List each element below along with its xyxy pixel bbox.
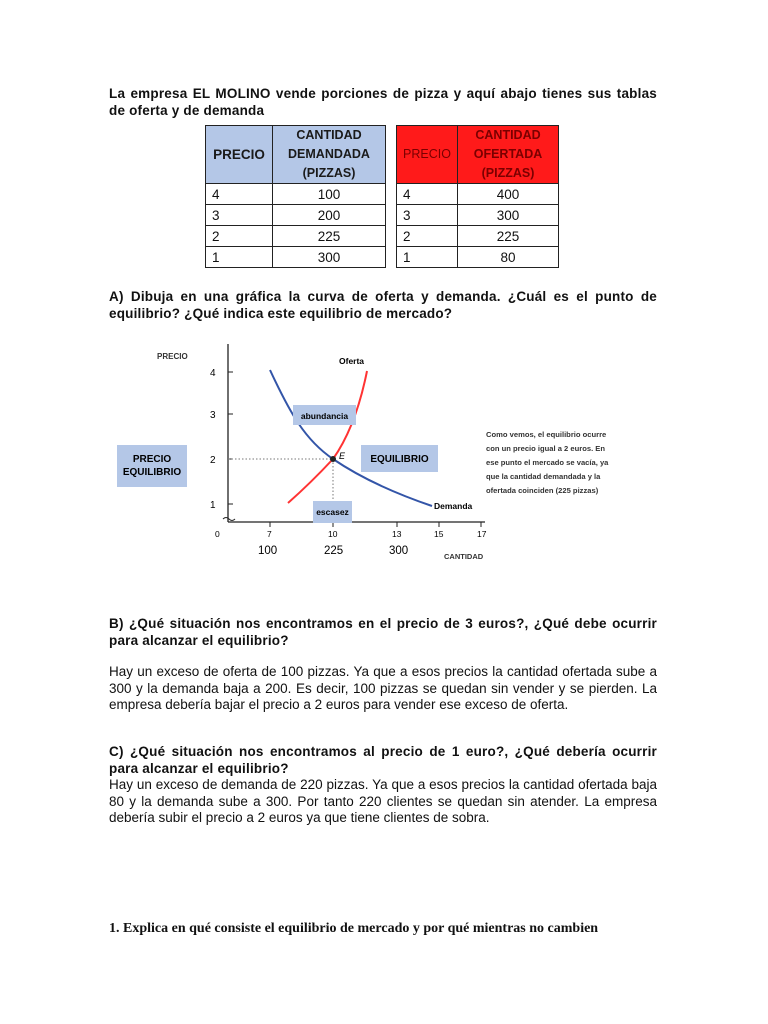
table-cell: 400 (458, 184, 559, 205)
y-axis-label: PRECIO (157, 352, 188, 361)
supply-demand-chart (100, 338, 609, 570)
table-cell: 3 (206, 205, 273, 226)
equilibrium-point (330, 456, 336, 462)
demand-curve (270, 370, 432, 506)
answer-c: Hay un exceso de demanda de 220 pizzas. Ya que a esos precios la cantidad ofertada baja 80 y la demanda sube a 300. Por tanto 220 clientes se quedan sin atender. La empresa debería subir el precio a 2 euros ya que tiene clientes de sobra. (109, 777, 657, 825)
table-cell: 2 (397, 226, 458, 247)
price-equilibrium-box-line2: EQUILIBRIO (122, 467, 182, 478)
table-header-row (397, 126, 559, 184)
y-tick-label: 4 (210, 368, 216, 379)
table-header: CANTIDAD OFERTADA (PIZZAS) (458, 126, 559, 184)
table-row (397, 184, 559, 205)
chart-note-line: que la cantidad demandada y la (486, 472, 601, 481)
question-b: B) ¿Qué situación nos encontramos en el precio de 3 euros?, ¿Qué debe ocurrir para alcanzar el equilibrio? (109, 616, 657, 648)
demand-table (205, 125, 386, 268)
table-header: CANTIDAD DEMANDADA (PIZZAS) (273, 126, 386, 184)
table-cell: 4 (206, 184, 273, 205)
equilibrium-box-label: EQUILIBRIO (370, 454, 429, 465)
intro-text: La empresa EL MOLINO vende porciones de pizza y aquí abajo tienes sus tablas de oferta y de demanda (109, 86, 657, 118)
x-tick-label: 13 (392, 529, 402, 539)
table-row (206, 205, 386, 226)
table-header-row (206, 126, 386, 184)
x-tick-label: 15 (434, 529, 444, 539)
x-tick-label: 17 (477, 529, 487, 539)
chart-note-line: con un precio igual a 2 euros. En (486, 444, 605, 453)
table-row (206, 226, 386, 247)
table-cell: 4 (397, 184, 458, 205)
table-cell: 300 (273, 247, 386, 268)
table-header: PRECIO (397, 126, 458, 184)
table-cell: 300 (458, 205, 559, 226)
supply-label: Oferta (339, 356, 365, 366)
chart-note-line: Como vemos, el equilibrio ocurre (486, 430, 607, 439)
table-row (206, 184, 386, 205)
question-c: C) ¿Qué situación nos encontramos al precio de 1 euro?, ¿Qué debería ocurrir para alcanzar el equilibrio? (109, 744, 657, 776)
x-axis-label: CANTIDAD (444, 552, 484, 561)
x-tick-label: 0 (215, 529, 220, 539)
table-row (397, 247, 559, 268)
price-equilibrium-box (117, 445, 187, 487)
y-tick-label: 3 (210, 410, 216, 421)
table-header: PRECIO (206, 126, 273, 184)
table-cell: 3 (397, 205, 458, 226)
chart-note-line: ese punto el mercado se vacía, ya (486, 458, 609, 467)
chart-note-line: ofertada coinciden (225 pizzas) (486, 486, 599, 495)
supply-curve (288, 371, 367, 503)
x-secondary-label: 225 (324, 545, 344, 557)
price-equilibrium-box-line1: PRECIO (132, 454, 172, 465)
answer-b: Hay un exceso de oferta de 100 pizzas. Ya que a esos precios la cantidad ofertada sube a 300 y la demanda baja a 200. Es decir, 100 pizzas se quedan sin vender y se pierden. La empresa debería bajar el precio a 2 euros para vender ese exceso de oferta. (109, 664, 657, 712)
equilibrium-point-label: E (339, 451, 346, 461)
table-row (397, 226, 559, 247)
table-cell: 200 (273, 205, 386, 226)
supply-table (396, 125, 559, 268)
table-cell: 225 (273, 226, 386, 247)
question-a: A) Dibuja en una gráfica la curva de oferta y demanda. ¿Cuál es el punto de equilibrio? ¿Qué indica este equilibrio de mercado? (109, 289, 657, 321)
table-cell: 1 (206, 247, 273, 268)
table-cell: 80 (458, 247, 559, 268)
abundance-box-label: abundancia (300, 411, 349, 421)
x-secondary-label: 300 (389, 545, 409, 557)
y-tick-label: 1 (210, 500, 216, 511)
table-row (206, 247, 386, 268)
table-cell: 1 (397, 247, 458, 268)
exercise-1: 1. Explica en qué consiste el equilibrio de mercado y por qué mientras no cambien (109, 921, 599, 936)
x-secondary-label: 100 (258, 545, 278, 557)
axis-break-icon (223, 518, 235, 521)
table-cell: 2 (206, 226, 273, 247)
scarcity-box-label: escasez (316, 507, 349, 517)
table-row (397, 205, 559, 226)
x-tick-label: 7 (267, 529, 272, 539)
table-cell: 225 (458, 226, 559, 247)
y-tick-label: 2 (210, 455, 216, 466)
table-cell: 100 (273, 184, 386, 205)
demand-label: Demanda (434, 501, 473, 511)
x-tick-label: 10 (328, 529, 338, 539)
